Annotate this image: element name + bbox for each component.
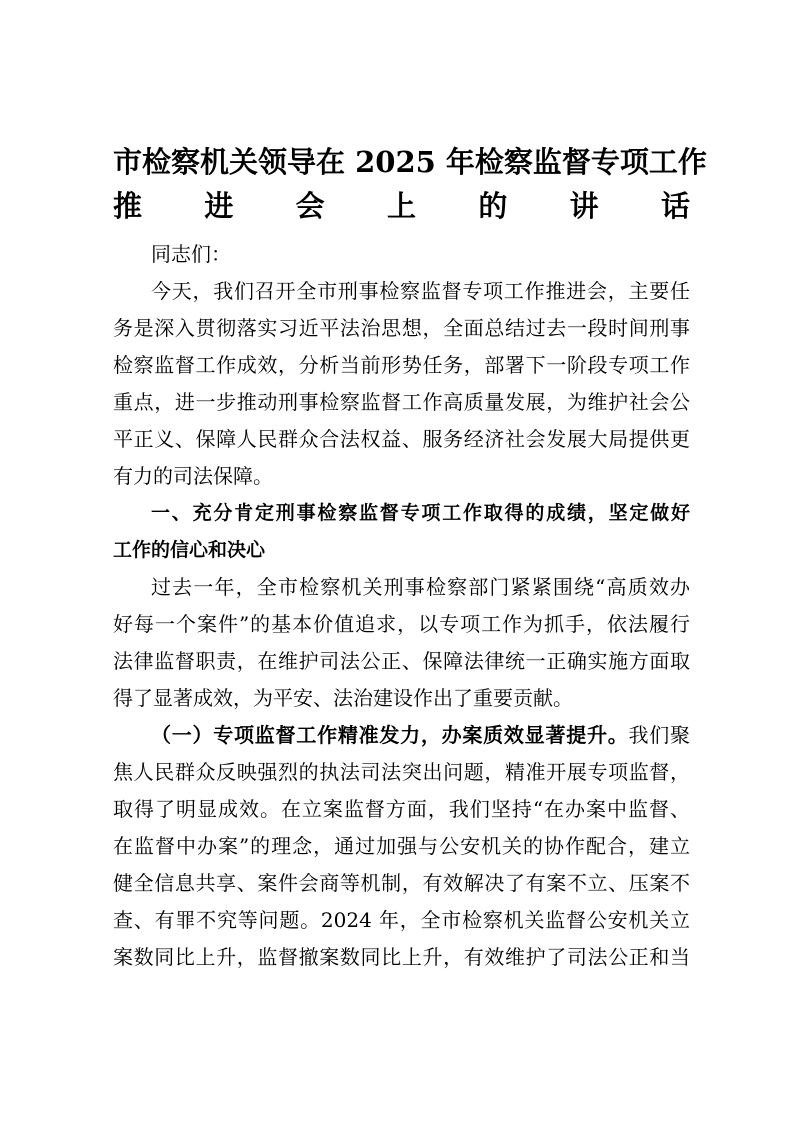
- title-line-2: 推进会上的讲话: [113, 189, 690, 223]
- section-1-line: 得了显著成效，为平安、法治建设作出了重要贡献。: [113, 686, 573, 710]
- section-1-line: 好每一个案件”的基本价值追求，以专项工作为抓手，依法履行: [113, 612, 690, 636]
- salutation-text: 同志们：: [151, 242, 231, 266]
- document-page: [113, 140, 707, 976]
- intro-line: 有力的司法保障。: [113, 464, 273, 488]
- section-1-line: 法律监督职责，在维护司法公正、保障法律统一正确实施方面取: [113, 649, 690, 673]
- subsection-1-first-line: [113, 717, 690, 754]
- section-1-paragraph: [113, 569, 690, 717]
- subsection-1-line: 焦人民群众反映强烈的执法司法突出问题，精准开展专项监督，: [113, 760, 690, 784]
- intro-line: 检察监督工作成效，分析当前形势任务，部署下一阶段专项工作: [113, 353, 690, 377]
- subsection-1-line: 取得了明显成效。在立案监督方面，我们坚持“在办案中监督、: [113, 797, 690, 821]
- subsection-1-first-line-rest: 我们聚: [628, 723, 691, 747]
- section-1-line: 过去一年，全市检察机关刑事检察部门紧紧围绕“高质效办: [151, 575, 690, 599]
- section-1-heading-line: 工作的信心和决心: [113, 539, 266, 561]
- subsection-1-line: 案数同比上升，监督撤案数同比上升，有效维护了司法公正和当: [113, 945, 690, 969]
- subsection-1-paragraph: [113, 717, 690, 976]
- intro-line: 务是深入贯彻落实习近平法治思想，全面总结过去一段时间刑事: [113, 316, 690, 340]
- intro-line: 重点，进一步推动刑事检察监督工作高质量发展，为维护社会公: [113, 390, 690, 414]
- section-1-heading: [113, 495, 690, 569]
- intro-line: 今天，我们召开全市刑事检察监督专项工作推进会，主要任: [151, 279, 690, 303]
- intro-line: 平正义、保障人民群众合法权益、服务经济社会发展大局提供更: [113, 427, 690, 451]
- subsection-1-heading: （一）专项监督工作精准发力，办案质效显著提升。: [151, 723, 629, 747]
- salutation: [113, 236, 690, 273]
- intro-paragraph: [113, 273, 690, 495]
- subsection-1-line: 健全信息共享、案件会商等机制，有效解决了有案不立、压案不: [113, 871, 690, 895]
- document-title: [113, 140, 707, 228]
- subsection-1-line: 在监督中办案”的理念，通过加强与公安机关的协作配合，建立: [113, 834, 690, 858]
- document-body: [113, 236, 690, 976]
- title-line-1: 市检察机关领导在 2025 年检察监督专项工作: [113, 145, 707, 179]
- subsection-1-line: 查、有罪不究等问题。2024 年，全市检察机关监督公安机关立: [113, 908, 690, 932]
- section-1-heading-line: 一、充分肯定刑事检察监督专项工作取得的成绩，坚定做好: [151, 502, 690, 524]
